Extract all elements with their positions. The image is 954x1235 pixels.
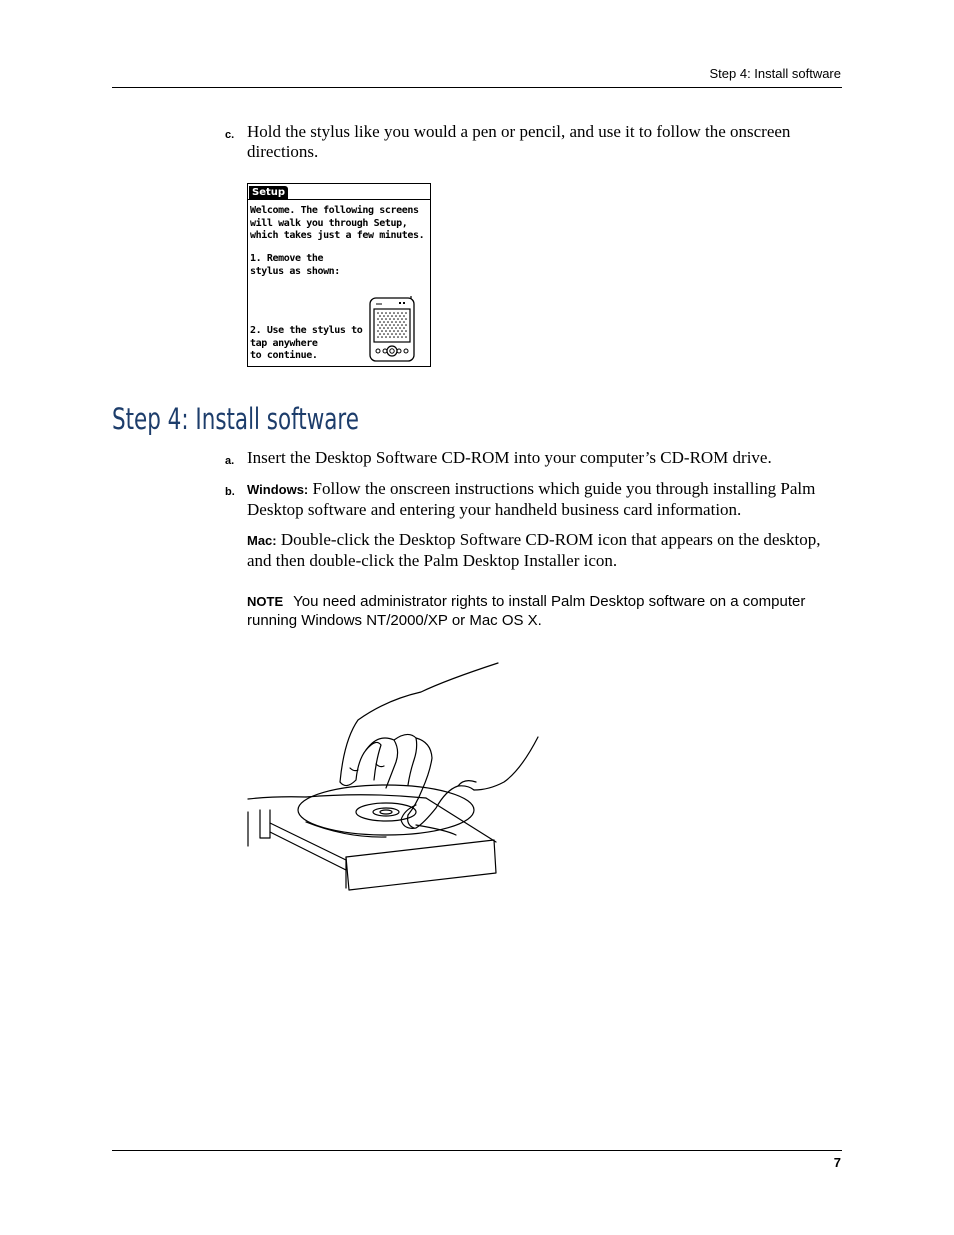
palm-instruction-2: tap anywhere [250, 337, 318, 349]
palm-instruction-1: stylus as shown: [250, 265, 340, 277]
palm-welcome-line: Welcome. The following screens [250, 205, 419, 216]
header-rule [112, 87, 842, 88]
note-text: You need administrator rights to install Palm Desktop software on a computer running Windows NT/2000/XP or Mac OS X. [247, 593, 806, 629]
note-label: NOTE [247, 594, 284, 609]
palm-title-bar [248, 186, 430, 200]
hand-inserting-cd-illustration [246, 660, 546, 895]
step-marker: a. [225, 455, 235, 467]
step-text: Hold the stylus like you would a pen or pencil, and use it to follow the onscreen directions. [247, 122, 791, 161]
handheld-device-icon [367, 295, 417, 363]
step-marker: b. [225, 486, 235, 498]
windows-label: Windows: [247, 482, 309, 497]
page-number: 7 [833, 1155, 841, 1170]
step-b-windows [247, 479, 847, 520]
footer-rule [112, 1150, 842, 1151]
note [247, 592, 847, 630]
windows-text: Follow the onscreen instructions which guide you through installing Palm Desktop software and entering your handheld business card information. [247, 479, 816, 519]
palm-welcome-line: which takes just a few minutes. [250, 230, 425, 241]
step-text: Insert the Desktop Software CD-ROM into your computer’s CD-ROM drive. [247, 448, 772, 467]
palm-instruction-2: to continue. [250, 350, 318, 361]
mac-text: Double-click the Desktop Software CD-ROM icon that appears on the desktop, and then double-click the Palm Desktop Installer icon. [247, 530, 821, 570]
palm-welcome-line: will walk you through Setup, [250, 217, 408, 229]
palm-setup-screen [247, 183, 431, 367]
section-title: Step 4: Install software [112, 402, 359, 436]
step-marker: c. [225, 129, 235, 141]
palm-instruction-2: 2. Use the stylus to [250, 325, 363, 336]
mac-label: Mac: [247, 533, 277, 548]
palm-title: Setup [249, 186, 288, 199]
step-b-mac [247, 530, 847, 571]
palm-instruction-1: 1. Remove the [250, 253, 324, 264]
running-header: Step 4: Install software [709, 66, 841, 81]
